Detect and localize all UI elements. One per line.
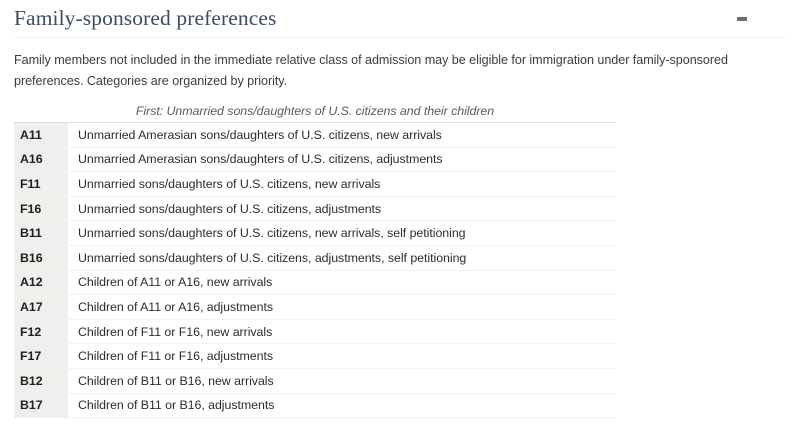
minus-icon[interactable] — [731, 8, 753, 30]
panel-body — [0, 50, 800, 418]
category-description-cell: Unmarried Amerasian sons/daughters of U.S. citizens, adjustments — [68, 147, 616, 172]
category-table — [14, 122, 616, 418]
table-row — [14, 319, 616, 344]
category-description-cell: Children of F11 or F16, adjustments — [68, 344, 616, 369]
category-code-cell: A12 — [14, 270, 68, 295]
category-description-cell: Children of B11 or B16, new arrivals — [68, 368, 616, 393]
table-row — [14, 245, 616, 270]
table-row — [14, 221, 616, 246]
page-title: Family-sponsored preferences — [14, 6, 277, 30]
category-description-cell: Children of A11 or A16, adjustments — [68, 295, 616, 320]
category-description-cell: Unmarried Amerasian sons/daughters of U.S. citizens, new arrivals — [68, 123, 616, 148]
table-row — [14, 295, 616, 320]
category-description-cell: Unmarried sons/daughters of U.S. citizens, new arrivals — [68, 172, 616, 197]
category-description-cell: Unmarried sons/daughters of U.S. citizens, new arrivals, self petitioning — [68, 221, 616, 246]
category-table-body — [14, 123, 616, 418]
table-row — [14, 172, 616, 197]
minus-icon-bar — [737, 17, 747, 21]
table-caption: First: Unmarried sons/daughters of U.S. citizens and their children — [135, 104, 495, 118]
category-code-cell: A11 — [14, 123, 68, 148]
header-divider — [14, 37, 786, 38]
category-description-cell: Children of A11 or A16, new arrivals — [68, 270, 616, 295]
category-description-cell: Unmarried sons/daughters of U.S. citizens, adjustments, self petitioning — [68, 245, 616, 270]
category-code-cell: F17 — [14, 344, 68, 369]
table-row — [14, 368, 616, 393]
category-description-cell: Unmarried sons/daughters of U.S. citizens, adjustments — [68, 196, 616, 221]
category-description-cell: Children of B11 or B16, adjustments — [68, 393, 616, 418]
category-code-cell: B16 — [14, 245, 68, 270]
table-row — [14, 123, 616, 148]
intro-paragraph: Family members not included in the immediate relative class of admission may be eligible for immigration under family-sponsored preferences. Categories are organized by priority. — [14, 53, 728, 88]
category-code-cell: B17 — [14, 393, 68, 418]
category-description-cell: Children of F11 or F16, new arrivals — [68, 319, 616, 344]
category-code-cell: F12 — [14, 319, 68, 344]
category-code-cell: A17 — [14, 295, 68, 320]
category-code-cell: B12 — [14, 368, 68, 393]
panel-header[interactable] — [0, 0, 800, 37]
table-row — [14, 196, 616, 221]
category-code-cell: A16 — [14, 147, 68, 172]
category-code-cell: B11 — [14, 221, 68, 246]
table-row — [14, 393, 616, 418]
category-table-wrapper — [14, 104, 616, 418]
table-row — [14, 270, 616, 295]
category-code-cell: F11 — [14, 172, 68, 197]
table-row — [14, 147, 616, 172]
table-row — [14, 344, 616, 369]
category-code-cell: F16 — [14, 196, 68, 221]
